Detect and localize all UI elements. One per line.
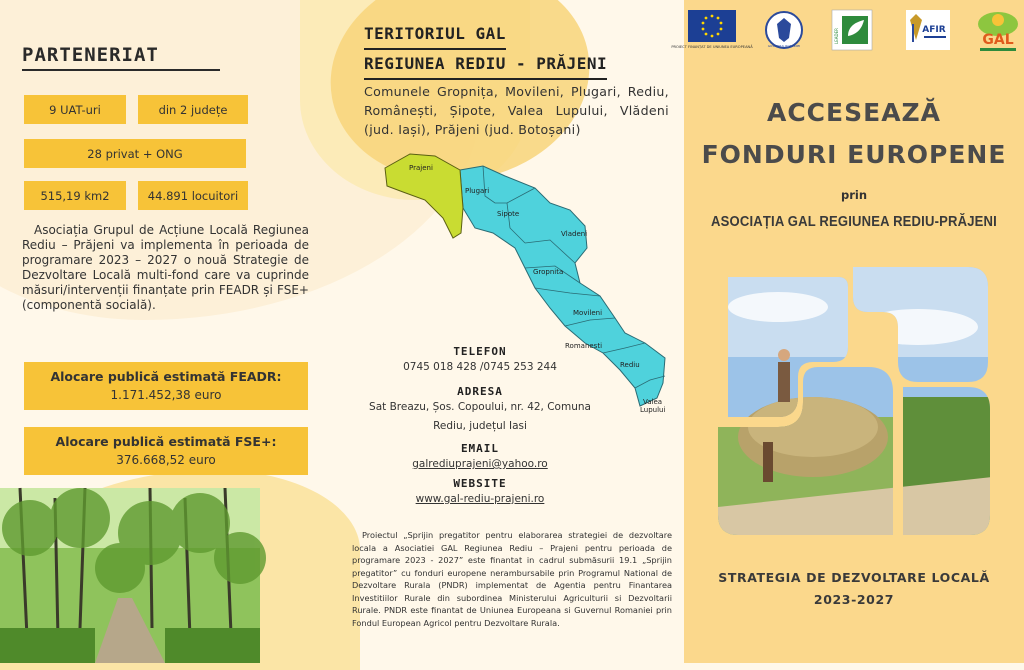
headline-line1: ACCESEAZĂ: [766, 98, 942, 127]
phone-label: TELEFON: [453, 345, 507, 358]
allocation-value: 376.668,52 euro: [116, 453, 216, 467]
address-line1: Sat Breazu, Șos. Copoului, nr. 42, Comuna: [369, 401, 591, 413]
afir-logo-text: AFIR: [922, 25, 946, 35]
territory-title-line1: TERITORIUL GAL: [364, 20, 506, 50]
afir-icon: [906, 10, 950, 50]
territory-description: Comunele Gropnița, Movileni, Plugari, Rediu, Românești, Șipote, Valea Lupului, Vlădeni (jud. Iași), Prăjeni (jud. Botoșani): [364, 84, 669, 137]
website-link[interactable]: www.gal-rediu-prajeni.ro: [415, 493, 545, 505]
allocation-title: Alocare publică estimată FSE+:: [55, 434, 277, 449]
email-link[interactable]: galrediuprajeni@yahoo.ro: [412, 458, 548, 470]
strategy-years: 2023-2027: [813, 592, 895, 607]
stat-uat: 9 UAT-uri: [24, 95, 126, 124]
address-label: ADRESA: [457, 385, 503, 398]
stat-counties: din 2 județe: [138, 95, 248, 124]
gal-icon: [974, 10, 1022, 54]
headline-connector: prin: [840, 188, 868, 202]
address-block: [352, 385, 608, 436]
left-panel: [0, 0, 340, 663]
map-label: Gropnita: [533, 268, 564, 276]
right-panel: [671, 0, 1024, 663]
government-logo-text: GUVERNUL ROMÂNIEI: [767, 44, 801, 48]
map-label: Plugari: [465, 187, 490, 195]
allocation-value: 1.171.452,38 euro: [110, 388, 222, 402]
stat-private-ngo: 28 privat + ONG: [24, 139, 246, 168]
hay-cart-photo: [718, 267, 992, 535]
stat-population: 44.891 locuitori: [138, 181, 248, 210]
phone-value[interactable]: 0745 018 428 /0745 253 244: [403, 361, 557, 373]
map-label: Lupului: [640, 406, 666, 414]
allocation-title: Alocare publică estimată FEADR:: [50, 369, 282, 384]
phone-block: [352, 345, 608, 377]
partnership-description: Asociația Grupul de Acțiune Locală Regiunea Rediu – Prăjeni va implementa în perioada de programare 2023 – 2027 o nouă Strategie de Dezvoltare Locală multi-fond care va cuprinde măsuri/intervenții finanțate prin FEADR și FSE+ (componentă socială).: [22, 223, 309, 312]
map-label: Valea: [643, 398, 663, 406]
territory-map: [375, 148, 675, 418]
organization-name: ASOCIAȚIA GAL REGIUNEA REDIU-PRĂJENI: [711, 214, 997, 230]
territory-title-line2: REGIUNEA REDIU - PRĂJENI: [364, 50, 607, 80]
forest-photo: [0, 488, 260, 663]
leader-icon: [832, 10, 872, 50]
email-block: [352, 442, 608, 474]
website-label: WEBSITE: [453, 477, 507, 490]
email-label: EMAIL: [460, 442, 500, 455]
stat-area: 515,19 km2: [24, 181, 126, 210]
territory-title: [364, 20, 607, 80]
website-block: [352, 477, 608, 509]
funding-disclaimer: Proiectul „Sprijin pregatitor pentru elaborarea strategiei de dezvoltare locala a Asociatiei GAL Regiunea Rediu – Prajeni pentru perioada de programare 2023 - 2027” este finantat in cadrul submăsurii 19.1 „Sprijin pregatitor” cu fonduri europene nerambursabile prin Programul National de Dezvoltare Rurala (PNDR) implementat de Agentia pentru Finantarea Investitiilor Rurale din subordinea Ministerului Agriculturii si Dezvoltarii Rurale. PNDR este finantat de Uniunea Europeana si Guvernul Romaniei prin Fondul European Agricol pentru Dezvoltare Rurala.: [352, 530, 672, 628]
map-label: Movileni: [573, 309, 603, 317]
address-line2: Rediu, județul Iasi: [433, 420, 527, 432]
headline-line2: FONDURI EUROPENE: [701, 140, 1007, 169]
map-label: Prajeni: [409, 164, 433, 172]
gal-logo-text: GAL: [982, 32, 1014, 48]
map-label: Vladeni: [561, 230, 588, 238]
eu-logo-text: PROIECT FINANȚAT DE UNIUNEA EUROPEANĂ: [671, 45, 753, 49]
allocation-fse: [24, 427, 308, 475]
partnership-heading: PARTENERIAT: [22, 44, 159, 66]
map-label: Sipote: [497, 210, 520, 218]
leader-logo-text: LEADER: [834, 28, 839, 44]
eu-flag-icon: [671, 10, 753, 50]
logo-strip: [671, 10, 1024, 54]
romanian-government-icon: [764, 10, 804, 50]
map-label: Rediu: [620, 361, 640, 369]
allocation-feadr: [24, 362, 308, 410]
strategy-title: STRATEGIA DE DEZVOLTARE LOCALĂ: [718, 570, 990, 585]
heading-underline: [22, 69, 220, 71]
map-label: Romanesti: [565, 342, 603, 350]
